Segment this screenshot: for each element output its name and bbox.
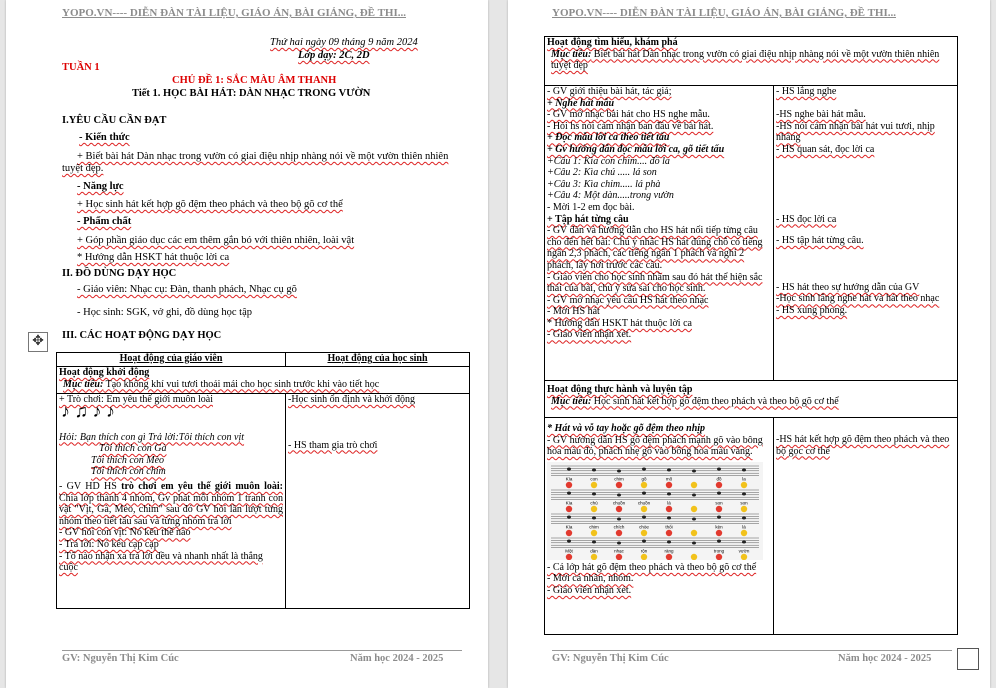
music-note bbox=[617, 517, 621, 520]
red-flower-icon bbox=[616, 482, 622, 488]
lyric-word: rộn bbox=[640, 548, 648, 554]
page-header: YOPO.VN---- DIỄN ĐÀN TÀI LIỆU, GIÁO ÁN, BÀI GIẢNG, ĐỀ THI... bbox=[62, 7, 406, 19]
music-note bbox=[717, 491, 721, 494]
music-note bbox=[717, 539, 721, 542]
student-warmup: -Học sinh ổn định và khởi động bbox=[288, 394, 415, 405]
lyric-word: đồ bbox=[716, 476, 722, 482]
lyric-word: dàn bbox=[590, 548, 598, 554]
lesson-class: Lớp dạy: 2C, 2D bbox=[298, 50, 370, 61]
quality-heading: - Phẩm chất bbox=[77, 216, 132, 227]
lyric-word: chòe bbox=[639, 524, 649, 530]
music-note bbox=[692, 541, 696, 544]
music-note bbox=[642, 539, 646, 542]
lyric-word: gõ bbox=[641, 476, 647, 482]
read-heading: + Đọc mẫu lời ca theo tiết tấu bbox=[547, 132, 670, 144]
explore-teacher-cell bbox=[545, 86, 774, 381]
yellow-flower-icon bbox=[591, 554, 597, 560]
game-answer: - Trả lời: Nó kêu cạp cạp bbox=[59, 538, 159, 550]
music-note bbox=[642, 515, 646, 518]
student-tools: - Học sinh: SGK, vở ghi, đồ dùng học tập bbox=[77, 307, 252, 318]
music-note bbox=[617, 469, 621, 472]
red-flower-icon bbox=[566, 530, 572, 536]
feeling-line: - Hỏi hs nói cảm nhận ban đầu về bài hát. bbox=[547, 120, 714, 132]
warmup-teacher-cell bbox=[57, 394, 286, 609]
teacher-tools: - Giáo viên: Nhạc cụ: Đàn, thanh phách, Nhạc cụ gõ bbox=[77, 284, 297, 295]
listen-line: - GV mở nhạc bài hát cho HS nghe mẫu. bbox=[547, 109, 710, 121]
red-flower-icon bbox=[716, 482, 722, 488]
student-practice: - HS tập hát từng câu. bbox=[776, 235, 864, 247]
practice-teacher-cell bbox=[545, 418, 774, 635]
section-3-heading: III. CÁC HOẠT ĐỘNG DẠY HỌC bbox=[62, 330, 222, 341]
lyric-word: chim bbox=[614, 476, 624, 482]
knowledge-text: + Biết bài hát Dàn nhạc trong vườn có giai điệu nhịp nhàng nói về một vườn thiên nhiên tuyệt đẹp. bbox=[62, 151, 449, 174]
lyric-word: Kìa bbox=[565, 524, 573, 530]
practice-heading: + Tập hát từng câu bbox=[547, 213, 629, 225]
quality-text: + Góp phần giáo dục các em thêm gắn bó với thiên nhiên, loài vật bbox=[77, 235, 355, 246]
music-note bbox=[667, 468, 671, 471]
music-note bbox=[692, 469, 696, 472]
footer-rule bbox=[552, 650, 952, 651]
music-note bbox=[567, 539, 571, 542]
verse-1: +Câu 1: Kìa con chim.... đồ la bbox=[547, 155, 670, 167]
skill-text: + Học sinh hát kết hợp gõ đệm theo phách và theo bộ gõ cơ thể bbox=[77, 199, 343, 210]
lyric-word: thổi bbox=[665, 524, 673, 530]
read-invite: - Mời 1-2 em đọc bài. bbox=[547, 201, 635, 213]
game-title: + Trò chơi: Em yêu thế giới muôn loài bbox=[59, 394, 213, 405]
yellow-flower-icon bbox=[641, 482, 647, 488]
footer-year: Năm học 2024 - 2025 bbox=[838, 653, 932, 664]
week-label: TUẦN 1 bbox=[62, 62, 100, 73]
topic-title: CHỦ ĐỀ 1: SẮC MÀU ÂM THANH bbox=[172, 75, 337, 86]
clap-all: - Cả lớp hát gõ đệm theo phách và theo bộ gõ cơ thể bbox=[547, 561, 757, 573]
teacher-comment: - Giáo viên nhận xét. bbox=[547, 329, 632, 341]
practice-row bbox=[545, 381, 958, 418]
music-note bbox=[742, 468, 746, 471]
yellow-flower-icon bbox=[641, 530, 647, 536]
music-note bbox=[667, 492, 671, 495]
music-note bbox=[617, 541, 621, 544]
lyric-word: ràng bbox=[664, 548, 674, 554]
song-line-4: Tôi thích con chim bbox=[91, 466, 166, 478]
game-description: - GV HD HS trò chơi em yêu thế giới muôn loài: Chia lớp thành 4 nhóm, Gv phát mỗi nhóm 1 tranh con vật "Vịt, Gà, Mèo, chim" sau đó GV hỏi lần lượt từng nhóm theo tiết tấu sau và từng nhóm trả lời bbox=[59, 480, 283, 527]
lyric-word: chuồn bbox=[637, 500, 651, 506]
page-header: YOPO.VN---- DIỄN ĐÀN TÀI LIỆU, GIÁO ÁN, BÀI GIẢNG, ĐỀ THI... bbox=[552, 7, 896, 19]
clap-invite: - Mời cả nhân, nhóm. bbox=[547, 573, 634, 585]
yellow-flower-icon bbox=[591, 482, 597, 488]
verse-3: +Câu 3: Kìa chim..... lá phà bbox=[547, 178, 661, 190]
activity-table-2 bbox=[544, 36, 958, 635]
music-note bbox=[742, 540, 746, 543]
lyric-word: trong bbox=[713, 548, 725, 554]
yellow-flower-icon bbox=[641, 554, 647, 560]
game-winner: - Tổ nào nhận xa trả lời đều và nhanh nhất là thắng cuộc bbox=[59, 550, 263, 574]
red-flower-icon bbox=[616, 554, 622, 560]
red-flower-icon bbox=[716, 506, 722, 512]
lyric-word: con bbox=[590, 476, 598, 482]
yellow-flower-icon bbox=[691, 482, 697, 488]
lyric-word: Kìa bbox=[565, 476, 573, 482]
music-note bbox=[667, 516, 671, 519]
red-flower-icon bbox=[666, 482, 672, 488]
yellow-flower-icon bbox=[591, 530, 597, 536]
red-flower-icon bbox=[716, 530, 722, 536]
student-game: - HS tham gia trò chơi bbox=[288, 439, 378, 451]
red-flower-icon bbox=[666, 530, 672, 536]
student-clap: -HS hát kết hợp gõ đệm theo phách và theo bộ gọc cơ thể bbox=[776, 434, 950, 457]
lyric-word: vườn bbox=[738, 548, 750, 554]
music-note bbox=[692, 517, 696, 520]
lyric-word: lá bbox=[742, 524, 746, 530]
lyric-word: kèn bbox=[715, 524, 723, 530]
music-note bbox=[567, 467, 571, 470]
page-corner-control[interactable] bbox=[957, 648, 979, 670]
music-note bbox=[592, 540, 596, 543]
lyric-word: nhạc bbox=[614, 548, 624, 554]
explore-student-cell bbox=[774, 86, 958, 381]
game-question: - GV hỏi con vịt: Nó kêu thế nào bbox=[59, 527, 191, 539]
skill-heading: - Năng lực bbox=[77, 181, 124, 192]
warmup-goal: Mục tiêu: Tạo không khí vui tươi thoải mái cho học sinh trước khi vào tiết học bbox=[63, 378, 380, 390]
music-note bbox=[617, 493, 621, 496]
student-volunteer: - HS xung phong. bbox=[776, 304, 848, 316]
student-hear-song: -HS nghe bài hát mẫu. bbox=[776, 109, 866, 121]
yellow-flower-icon bbox=[691, 554, 697, 560]
yellow-flower-icon bbox=[641, 506, 647, 512]
lyric-word: chim bbox=[589, 524, 599, 530]
student-read: - HS đọc lời ca bbox=[776, 213, 837, 225]
red-flower-icon bbox=[666, 554, 672, 560]
footer-teacher: GV: Nguyễn Thị Kim Cúc bbox=[552, 653, 669, 664]
practice-guide: - GV đàn và hướng dẫn cho HS hát nối tiếp từng câu cho đến hết bài: Chú ý nhắc HS hát đúng chỗ có tiếng ngân 2,3 phách, các tiếng ngân 1 phách và nghỉ 2 phách, lấy hơi trước các câu. bbox=[547, 225, 763, 271]
table-move-handle-icon[interactable]: ✥ bbox=[28, 332, 48, 352]
warmup-student-cell bbox=[286, 394, 470, 609]
explore-goal: Mục tiêu: Biết bài hát Dàn nhạc trong vườn có giai điệu nhịp nhàng nói về một vườn thiên nhiên tuyệt đẹp bbox=[551, 48, 940, 72]
footer-year: Năm học 2024 - 2025 bbox=[350, 653, 444, 664]
warmup-title: Hoạt động khởi động bbox=[59, 367, 150, 378]
music-note bbox=[692, 493, 696, 496]
lesson-title: Tiết 1. HỌC BÀI HÁT: DÀN NHẠC TRONG VƯỜN bbox=[132, 88, 371, 99]
explore-title: Hoạt động tìm hiểu, khám phá bbox=[547, 37, 678, 48]
lyric-word: chuồn bbox=[612, 500, 626, 506]
clap-guide: - GV hướng dẫn HS gõ đệm phách mạnh gõ vào bông hoa màu đỏ, phách nhẹ gõ vào bông hoa màu vàng. bbox=[547, 434, 763, 458]
lyric-word: Kìa bbox=[565, 500, 573, 506]
special-needs-guide: * Hướng dẫn HSKT hát thuộc lời ca bbox=[547, 317, 692, 329]
table-header-student: Hoạt động của học sinh bbox=[286, 353, 470, 367]
lesson-date: Thứ hai ngày 09 tháng 9 năm 2024 bbox=[270, 37, 418, 48]
music-note bbox=[642, 491, 646, 494]
yellow-flower-icon bbox=[691, 506, 697, 512]
lyric-word: son bbox=[715, 500, 723, 506]
listen-heading: + Nghe hát mẫu bbox=[547, 97, 615, 109]
music-note bbox=[567, 515, 571, 518]
sheet-music-image bbox=[547, 462, 763, 560]
music-note bbox=[667, 540, 671, 543]
song-line-2: Tôi thích con Gà bbox=[99, 443, 167, 455]
clap-comment: - Giáo viên nhận xét. bbox=[547, 584, 632, 596]
yellow-flower-icon bbox=[691, 530, 697, 536]
music-note bbox=[592, 468, 596, 471]
expression-guide: - Giáo viên cho học sinh nhầm sau đó hát thể hiện sắc thái của bài, chú ý sửa sai cho học sinh. bbox=[547, 271, 763, 295]
red-flower-icon bbox=[566, 506, 572, 512]
yellow-flower-icon bbox=[741, 482, 747, 488]
warmup-row bbox=[57, 367, 470, 394]
clap-heading: * Hát và vỗ tay hoặc gõ đệm theo nhịp bbox=[547, 423, 706, 434]
rhythm-notes-icon: ♪ ♫ ♪ ♪ bbox=[61, 400, 115, 421]
music-note bbox=[742, 492, 746, 495]
footer-teacher: GV: Nguyễn Thị Kim Cúc bbox=[62, 653, 179, 664]
yellow-flower-icon bbox=[741, 554, 747, 560]
special-needs-text: * Hướng dẫn HSKT hát thuộc lời ca bbox=[77, 252, 230, 263]
music-note bbox=[717, 467, 721, 470]
lyric-word: son bbox=[740, 500, 748, 506]
red-flower-icon bbox=[616, 506, 622, 512]
red-flower-icon bbox=[666, 506, 672, 512]
lyric-word: la bbox=[742, 476, 746, 482]
explore-row bbox=[545, 37, 958, 86]
knowledge-heading: - Kiến thức bbox=[79, 132, 130, 143]
student-follow: - HS hát theo sự hướng dẫn của GV bbox=[776, 281, 920, 293]
lyric-word: chích bbox=[613, 524, 625, 530]
practice-title: Hoạt động thực hành và luyện tập bbox=[547, 384, 693, 395]
music-note bbox=[592, 492, 596, 495]
table-header-teacher: Hoạt động của giáo viên bbox=[57, 353, 286, 367]
yellow-flower-icon bbox=[741, 530, 747, 536]
music-note bbox=[642, 467, 646, 470]
song-line-1: Hỏi: Bạn thích con gì Trả lời:Tôi thích con vịt bbox=[59, 431, 245, 443]
read-guide: + Gv hướng dẫn đọc mẫu lời ca, gõ tiết tấu bbox=[547, 143, 725, 155]
lyric-word: lá bbox=[667, 500, 671, 506]
lyric-word: mõ bbox=[665, 476, 673, 482]
section-2-heading: II. ĐỒ DÙNG DẠY HỌC bbox=[62, 268, 177, 279]
student-listen: - HS lắng nghe bbox=[776, 86, 837, 97]
lyric-word: chú bbox=[590, 500, 598, 506]
red-flower-icon bbox=[566, 482, 572, 488]
student-sing-along: -Học sinh lắng nghe hát và hát theo nhạc bbox=[776, 293, 940, 305]
invite-sing: - Mời HS hát bbox=[547, 306, 600, 318]
activity-table-1 bbox=[56, 352, 470, 609]
document-page-1 bbox=[6, 0, 488, 688]
document-page-2 bbox=[508, 0, 990, 688]
verse-2: +Câu 2: Kìa chú ..... lá son bbox=[547, 167, 657, 179]
music-note bbox=[567, 491, 571, 494]
verse-4: +Câu 4: Một dàn.....trong vườn bbox=[547, 190, 674, 202]
section-1-heading: I.YÊU CẦU CẦN ĐẠT bbox=[62, 115, 167, 126]
yellow-flower-icon bbox=[741, 506, 747, 512]
red-flower-icon bbox=[566, 554, 572, 560]
red-flower-icon bbox=[716, 554, 722, 560]
lyric-word: Một bbox=[565, 548, 573, 554]
practice-goal: Mục tiêu: Học sinh hát kết hợp gõ đệm theo phách và theo bộ gõ cơ thể bbox=[551, 395, 839, 407]
red-flower-icon bbox=[616, 530, 622, 536]
student-observe: - HS quan sát, đọc lời ca bbox=[776, 143, 875, 155]
student-feeling: -HS nói cảm nhận bài hát vui tươi, nhịp nhàng bbox=[776, 120, 935, 144]
yellow-flower-icon bbox=[591, 506, 597, 512]
intro-line: - GV giới thiệu bài hát, tác giả; bbox=[547, 86, 672, 97]
music-note bbox=[742, 516, 746, 519]
music-note bbox=[717, 515, 721, 518]
footer-rule bbox=[62, 650, 462, 651]
sing-with-music: - GV mở nhạc yêu cầu HS hát theo nhạc bbox=[547, 294, 709, 306]
practice-student-cell bbox=[774, 418, 958, 635]
music-note bbox=[592, 516, 596, 519]
song-line-3: Tôi thích con Mèo bbox=[91, 454, 165, 466]
